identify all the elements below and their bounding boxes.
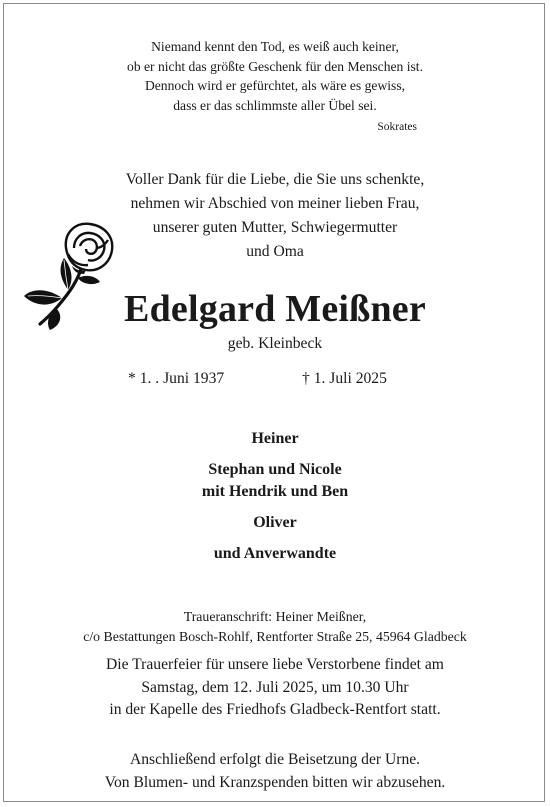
intro-line: nehmen wir Abschied von meiner lieben Frau,: [130, 195, 420, 212]
closing-block: [0, 749, 550, 794]
quote-author: Sokrates: [377, 121, 417, 133]
birth-date: * 1. . Juni 1937: [128, 370, 225, 387]
service-line: Die Trauerfeier für unsere liebe Verstorbene findet am: [106, 656, 444, 673]
intro-line: Voller Dank für die Liebe, die Sie uns schenkte,: [125, 171, 425, 188]
closing-line: Anschließend erfolgt die Beisetzung der Urne.: [129, 751, 421, 768]
quote-line: Dennoch wird er gefürchtet, als wäre es gewiss,: [144, 78, 406, 94]
service-block: [0, 654, 550, 722]
service-line: Samstag, dem 12. Juli 2025, um 10.30 Uhr: [141, 678, 409, 696]
intro-line: unserer guten Mutter, Schwiegermutter: [152, 219, 398, 236]
maiden-name: geb. Kleinbeck: [227, 335, 323, 352]
mourner-line: mit Hendrik und Ben: [201, 483, 349, 500]
mourners-block: [0, 428, 550, 565]
mourner-line: und Anverwandte: [213, 545, 337, 562]
closing-line: Von Blumen- und Kranzspenden bitten wir abzusehen.: [104, 773, 446, 791]
mourner-line: Stephan und Nicole: [208, 461, 342, 478]
address-block: [0, 607, 550, 647]
quote-line: dass er das schlimmste aller Übel sei.: [173, 97, 377, 113]
deceased-name: Edelgard Meißner: [124, 288, 426, 330]
death-date: † 1. Juli 2025: [302, 370, 387, 387]
quote-block: [0, 37, 550, 115]
mourner-line: Oliver: [253, 514, 297, 531]
mourner-line: Heiner: [251, 430, 299, 447]
address-line: c/o Bestattungen Bosch-Rohlf, Rentforter Straße 25, 45964 Gladbeck: [83, 629, 467, 644]
quote-line: ob er nicht das größte Geschenk für den Menschen ist.: [127, 58, 423, 74]
quote-line: Niemand kennt den Tod, es weiß auch keiner,: [151, 39, 399, 54]
address-line: Traueranschrift: Heiner Meißner,: [183, 609, 367, 624]
service-line: in der Kapelle des Friedhofs Gladbeck-Rentfort statt.: [109, 701, 441, 718]
intro-line: und Oma: [246, 243, 304, 260]
